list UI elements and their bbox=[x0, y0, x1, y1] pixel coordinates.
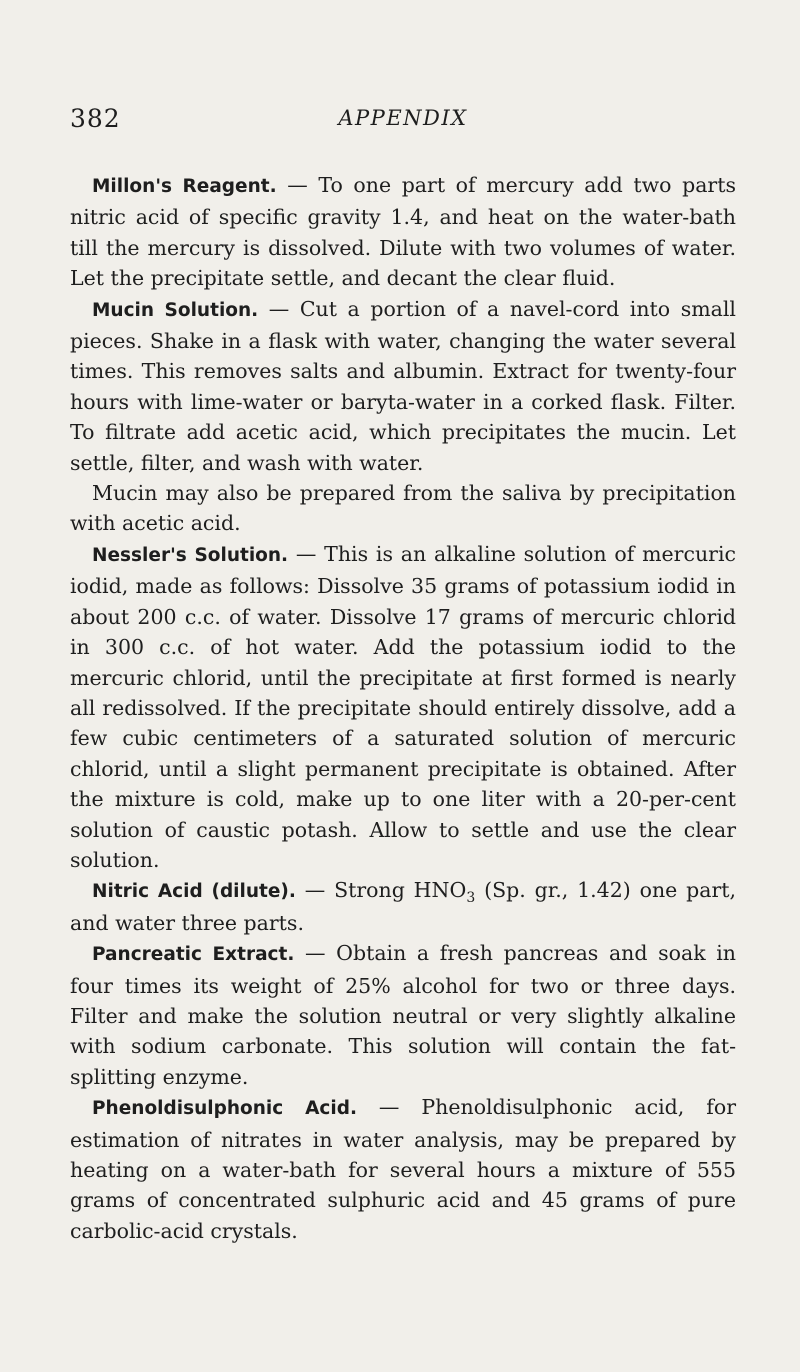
entry-millons-reagent bbox=[70, 170, 736, 294]
term-millons-reagent: Millon's Reagent. bbox=[92, 176, 277, 197]
appendix-text bbox=[70, 170, 736, 1246]
entry-nitric-acid bbox=[70, 875, 736, 938]
term-nitric-acid: Nitric Acid (dilute). bbox=[92, 881, 296, 903]
entry-text: — Cut a portion of a navel-cord into small pieces. Shake in a flask with water, changing the water several times. This removes salts and albumin. Extract for twenty-four hours with lime-water or baryta-water in a corked flask. Filter. To filtrate add acetic acid, which precipitates the mucin. Let settle, filter, and wash with water. bbox=[70, 296, 736, 475]
entry-text: (Sp. gr., 1.42) one part, and water three parts. bbox=[70, 878, 737, 935]
term-phenoldisulphonic-acid: Phenoldisulphonic Acid. bbox=[92, 1098, 357, 1120]
term-nesslers-solution: Nessler's Solution. bbox=[92, 544, 289, 566]
entry-phenoldisulphonic-acid bbox=[70, 1092, 736, 1246]
page-number: 382 bbox=[70, 104, 121, 133]
entry-text: Mucin may also be prepared from the saliva by precipitation with acetic acid. bbox=[70, 481, 736, 536]
book-page bbox=[70, 104, 736, 1246]
formula-subscript: 3 bbox=[466, 890, 476, 907]
page-header bbox=[70, 104, 736, 144]
entry-text: — Phenoldisulphonic acid, for estimation of nitrates in water analysis, may be prepared by heating on a water-bath for several hours a mixture of 555 grams of concentrated sulphuric acid and 45 grams of pure carbolic-acid crystals. bbox=[70, 1095, 736, 1243]
entry-mucin-solution bbox=[70, 294, 736, 478]
term-pancreatic-extract: Pancreatic Extract. bbox=[92, 944, 295, 966]
running-title: APPENDIX bbox=[338, 106, 468, 130]
entry-mucin-note bbox=[70, 478, 736, 539]
term-mucin-solution: Mucin Solution. bbox=[92, 299, 259, 321]
entry-pancreatic-extract bbox=[70, 938, 736, 1092]
entry-text: — Strong HNO bbox=[295, 878, 467, 903]
entry-text: — This is an alkaline solution of mercuric iodid, made as follows: Dissolve 35 grams of potassium iodid in about 200 c.c. of water. Dissolve 17 grams of mercuric chlorid in 300 c.c. of hot water. Add the potassium iodid to the mercuric chlorid, until the precipitate at first formed is nearly all redissolved. If the precipitate should entirely dissolve, add a few cubic centimeters of a saturated solution of mercuric chlorid, until a slight permanent precipitate is obtained. After the mixture is cold, make up to one liter with a 20-per-cent solution of caustic potash. Allow to settle and use the clear solution. bbox=[70, 541, 736, 872]
entry-nesslers-solution bbox=[70, 539, 736, 875]
entry-text: — Obtain a fresh pancreas and soak in four times its weight of 25% alcohol for two or three days. Filter and make the solution neutral or very slightly alkaline with sodium carbonate. This solution will contain the fat-splitting enzyme. bbox=[70, 941, 736, 1089]
entry-text: — To one part of mercury add two parts nitric acid of specific gravity 1.4, and heat on the water-bath till the mercury is dissolved. Dilute with two volumes of water. Let the precipitate settle, and decant the clear fluid. bbox=[70, 173, 736, 291]
